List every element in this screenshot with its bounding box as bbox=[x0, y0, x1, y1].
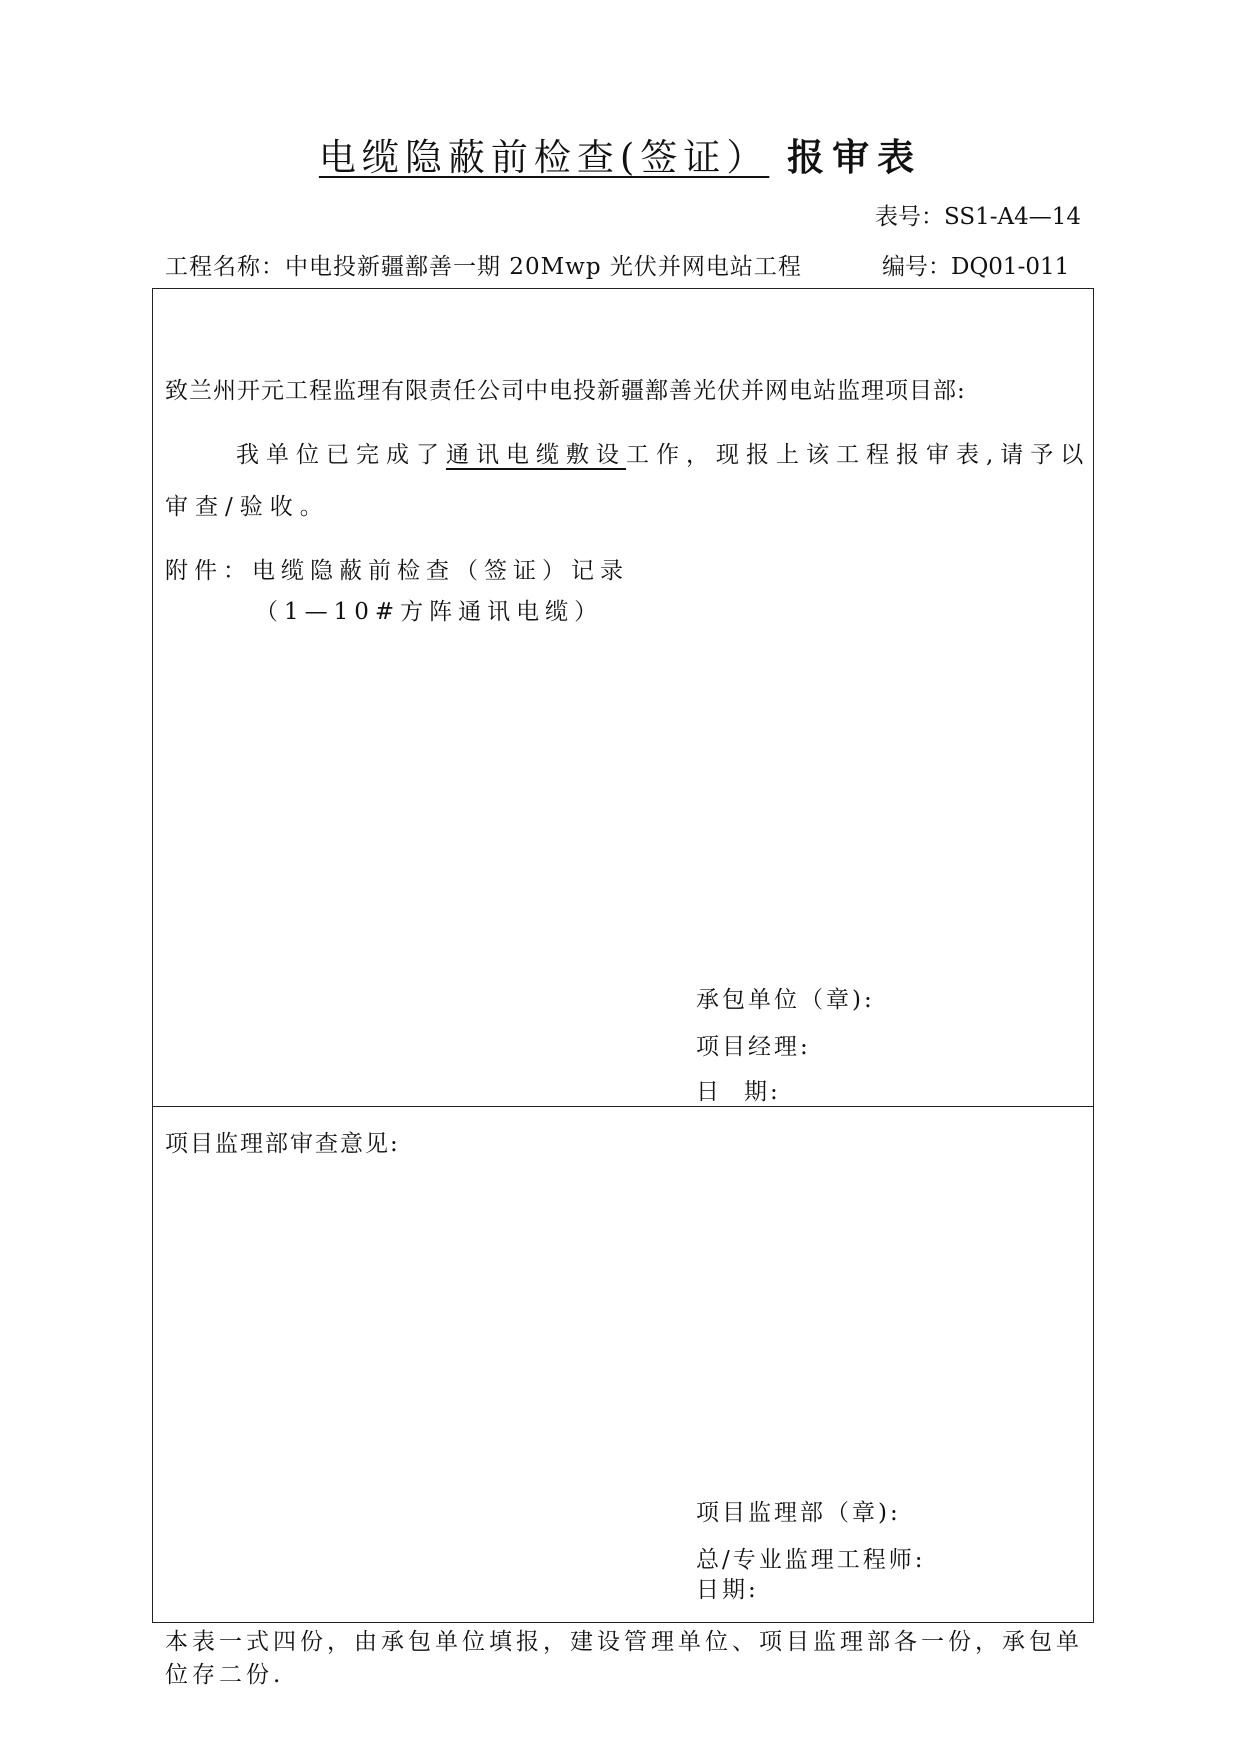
review-opinion-label: 项目监理部审查意见: bbox=[165, 1131, 400, 1157]
serial-number: 编号：DQ01-011 bbox=[882, 254, 1070, 280]
footnote: 本表一式四份，由承包单位填报，建设管理单位、项目监理部各一份，承包单位存二份. bbox=[165, 1629, 1083, 1688]
supervision-seal-label: 项目监理部（章): bbox=[696, 1500, 901, 1526]
contractor-date-label bbox=[696, 1073, 781, 1106]
chief-engineer-label: 总/专业监理工程师: bbox=[696, 1547, 926, 1573]
attachment: 附件：电缆隐蔽前检查（签证）记录 bbox=[165, 558, 629, 584]
contractor-seal-label: 承包单位（章): bbox=[696, 987, 875, 1013]
supervision-date-label: 日期: bbox=[696, 1577, 759, 1603]
title-main: 电缆隐蔽前检查(签证） bbox=[318, 136, 770, 179]
work-item: 通讯电缆敷设 bbox=[446, 442, 626, 468]
date-label-b: 期: bbox=[744, 1079, 781, 1105]
review-section bbox=[152, 1106, 1094, 1623]
submission-paragraph bbox=[236, 436, 1090, 469]
submission-paragraph-line2: 审查/验收。 bbox=[165, 494, 330, 520]
addressee: 致兰州开元工程监理有限责任公司中电投新疆鄯善光伏并网电站监理项目部: bbox=[165, 378, 966, 404]
submission-section bbox=[152, 288, 1094, 1107]
attachment-detail: （1—10#方阵通讯电缆） bbox=[255, 599, 604, 625]
title-suffix: 报审表 bbox=[787, 135, 923, 179]
page-title bbox=[0, 132, 1241, 183]
para-suffix: 工作，现报上该工程报审表,请予以 bbox=[626, 442, 1091, 468]
para-prefix: 我单位已完成了 bbox=[236, 442, 446, 468]
project-manager-label: 项目经理: bbox=[696, 1034, 811, 1060]
date-label-a: 日 bbox=[696, 1079, 722, 1105]
form-number: 表号：SS1-A4—14 bbox=[874, 204, 1081, 230]
project-name: 工程名称：中电投新疆鄯善一期 20Mwp 光伏并网电站工程 bbox=[165, 254, 802, 280]
